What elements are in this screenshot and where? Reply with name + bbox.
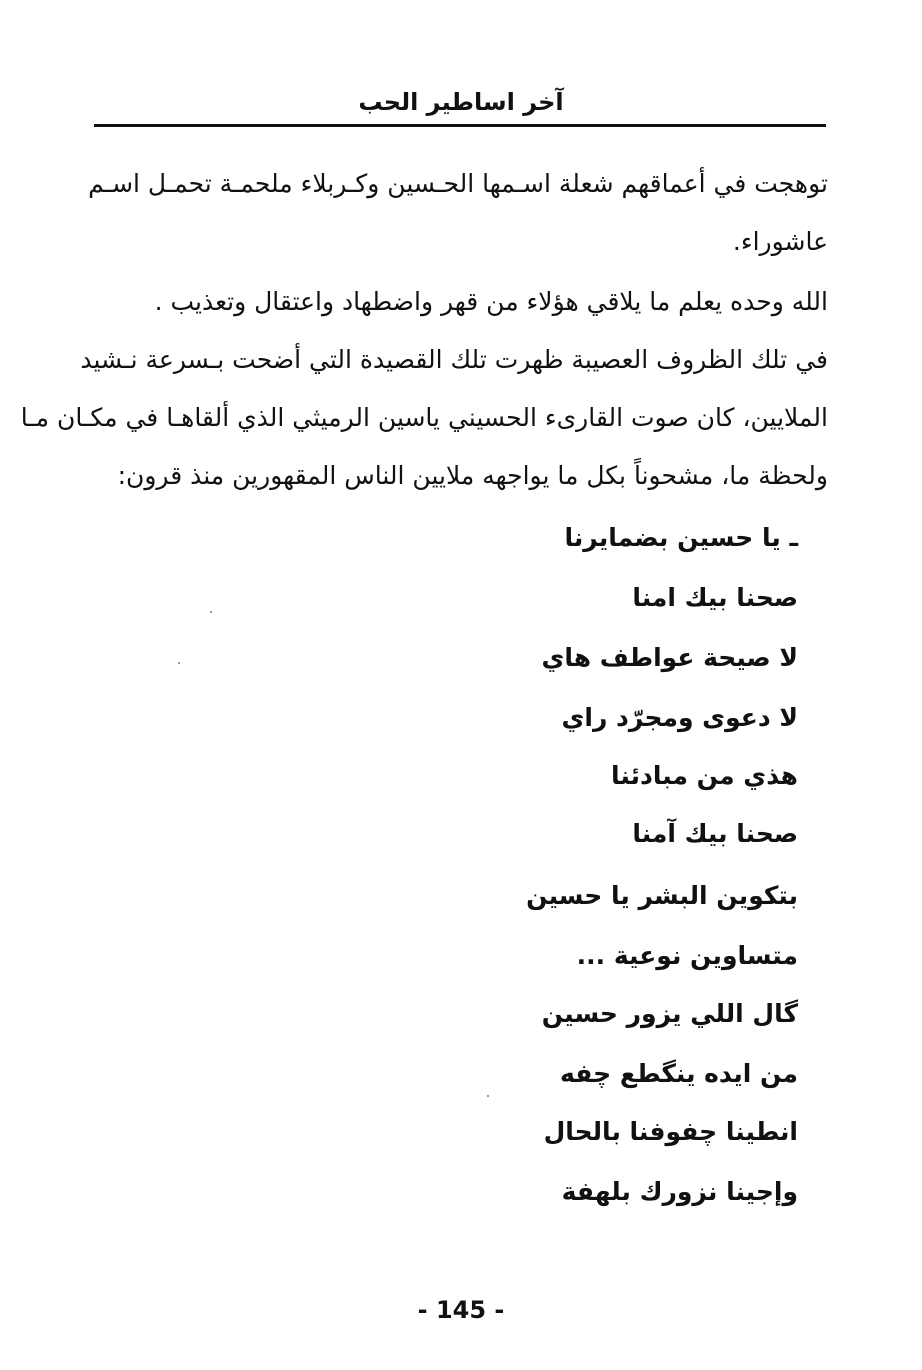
poem-line: من ايده ينگطع چفه [560,1059,798,1088]
poem-line: بتكوين البشر يا حسين [526,881,798,910]
poem-line: صحنا بيك امنا [632,583,798,612]
poem-line: لا صيحة عواطف هاي [541,643,798,672]
page-number: - 145 - [417,1296,505,1324]
poem-line: انطينا چفوفنا بالحال [543,1117,798,1146]
poem-line: لا دعوى ومجرّد راي [561,703,798,732]
paragraph-line: في تلك الظروف العصيبة ظهرت تلك القصيدة التي أضحت بـسرعة نـشيد [80,345,828,374]
paragraph-line: الملايين، كان صوت القارىء الحسيني ياسين الرميثي الذي ألقاهـا في مكـان مـا [20,403,828,432]
poem-line: صحنا بيك آمنا [632,819,798,848]
poem-line: متساوين نوعية ... [576,941,798,970]
poem-line: هذي من مبادئنا [611,761,798,790]
paragraph-line: ولحظة ما، مشحوناً بكل ما يواجهه ملايين الناس المقهورين منذ قرون: [117,461,828,490]
poem-line: گال اللي يزور حسين [541,999,798,1028]
header-divider [94,124,826,127]
paragraph-line: الله وحده يعلم ما يلاقي هؤلاء من قهر واضطهاد واعتقال وتعذيب . [154,287,828,316]
paragraph-line: عاشوراء. [732,227,828,256]
scan-speck [487,1095,489,1097]
poem-line: وإجينا نزورك بلهفة [561,1177,798,1206]
running-header-title: آخر اساطير الحب [358,88,564,116]
poem-line: ـ يا حسين بضمايرنا [564,523,798,552]
paragraph-line: توهجت في أعماقهم شعلة اسـمها الحـسين وكـربلاء ملحمـة تحمـل اسـم [88,169,828,198]
scan-speck [210,611,212,613]
scan-speck [178,662,180,664]
